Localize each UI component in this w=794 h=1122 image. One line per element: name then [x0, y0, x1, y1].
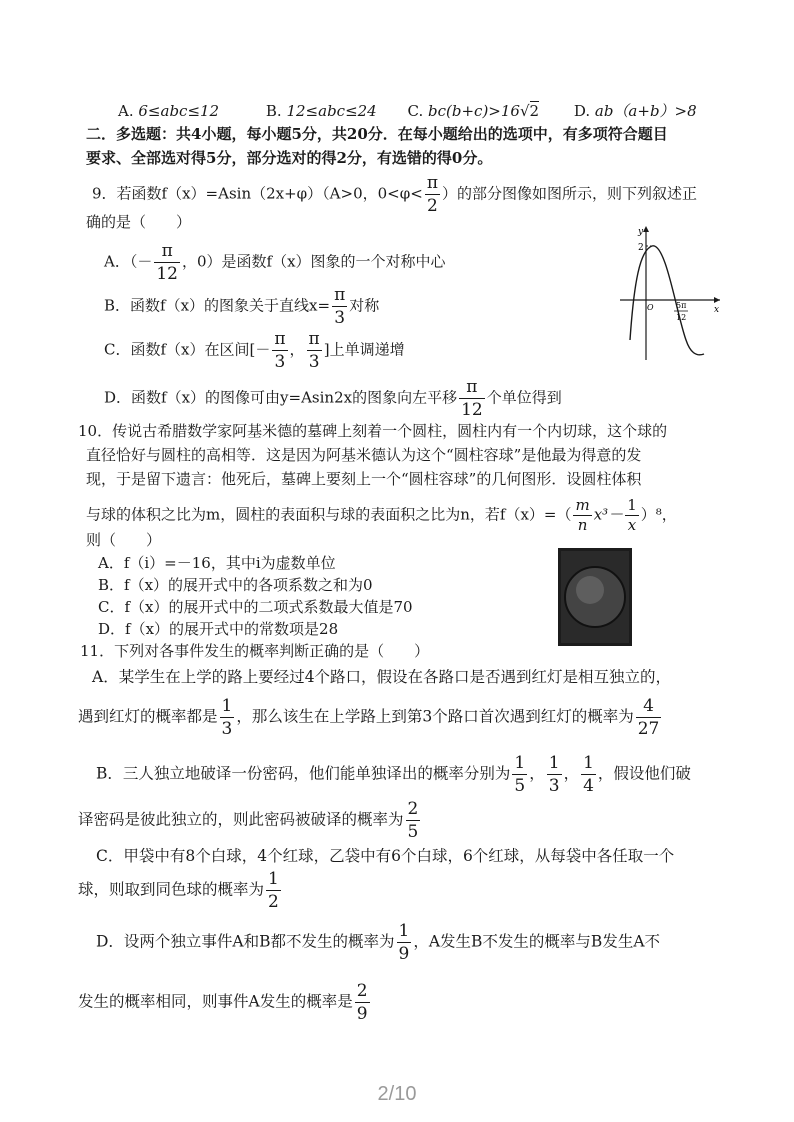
q10-line2: 直径恰好与圆柱的高相等．这是因为阿基米德认为这个“圆柱容球”是他最为得意的发	[86, 446, 642, 464]
q8-options	[118, 101, 697, 121]
q11-option-b-line1: B．三人独立地破译一份密码，他们能单独译出的概率分别为 $\frac{1}{5}$ ， $\frac{1}{3}$ ， $\frac{1}{4}$ ，假设他们破	[96, 753, 691, 796]
sine-graph-figure	[616, 222, 724, 362]
q8-option-d: D. ab（a+b）>8	[573, 102, 697, 120]
q10-then: 则（ ）	[86, 531, 162, 549]
q10-line1: 10．传说古希腊数学家阿基米德的墓碑上刻着一个圆柱，圆柱内有一个内切球，这个球的	[78, 422, 668, 440]
q11-option-c-line1: C．甲袋中有8个白球，4个红球，乙袋中有6个白球，6个红球，从每袋中各任取一个	[96, 847, 675, 865]
graph-x-label: x	[714, 305, 720, 315]
section-heading-line1: 二．多选题：共4小题，每小题5分，共20分．在每小题给出的选项中，有多项符合题目	[86, 125, 668, 143]
graph-amp-label: 2	[638, 243, 644, 253]
q10-option-b: B．f（x）的展开式中的各项系数之和为0	[98, 576, 373, 594]
q8-option-a: A. 6≤abc≤12	[118, 102, 220, 120]
section-heading-line2: 要求、全部选对得5分，部分选对的得2分，有选错的得0分。	[86, 149, 493, 167]
q10-option-c: C．f（x）的展开式中的二项式系数最大值是70	[98, 598, 413, 616]
q10-option-a: A．f（i）=－16，其中i为虚数单位	[98, 554, 336, 572]
sphere-in-cylinder-figure	[558, 548, 632, 646]
q9-option-a: A．（－ $\frac{\pi}{12}$ ，0）是函数f（x）图象的一个对称中心	[104, 241, 446, 284]
q11-option-d-line2: 发生的概率相同，则事件A发生的概率是 $\frac{2}{9}$	[78, 981, 368, 1024]
q9-stem: 9．若函数f（x）=Asin（2x+φ）（A>0，0<φ< $\frac{\pi}{2}$ ）的部分图像如图所示，则下列叙述正	[92, 173, 698, 216]
graph-x-arrow	[714, 297, 720, 303]
q11-option-d-line1: D．设两个独立事件A和B都不发生的概率为 $\frac{1}{9}$ ，A发生B不发生的概率与B发生A不	[96, 921, 661, 964]
q9-option-b: B．函数f（x）的图象关于直线x= $\frac{\pi}{3}$ 对称	[104, 285, 380, 328]
q11-stem: 11．下列对各事件发生的概率判断正确的是（ ）	[80, 642, 430, 660]
q10-option-d: D．f（x）的展开式中的常数项是28	[98, 620, 339, 638]
graph-y-label: y	[638, 227, 644, 237]
q10-line4: 与球的体积之比为m，圆柱的表面积与球的表面积之比为n，若f（x）=（ $\frac{m}{n}$ x³－ $\frac{1}{x}$ ）⁸，	[86, 496, 677, 534]
q8-option-b: B. 12≤abc≤24	[265, 102, 377, 120]
page-number: 2/10	[377, 1083, 417, 1105]
q11-option-c-line2: 球，则取到同色球的概率为 $\frac{1}{2}$	[78, 869, 279, 912]
graph-tick-den: 12	[676, 313, 687, 322]
graph-y-arrow	[643, 226, 649, 232]
graph-tick-num: 5π	[676, 301, 687, 310]
q8-option-c: C. bc(b+c)>16√2	[407, 102, 540, 120]
graph-origin-label: O	[647, 303, 654, 312]
q11-option-a-line1: A．某学生在上学的路上要经过4个路口，假设在各路口是否遇到红灯是相互独立的，	[92, 668, 672, 686]
q9-stem-line2: 确的是（ ）	[86, 213, 192, 231]
q10-line3: 现，于是留下遗言：他死后，墓碑上要刻上一个“圆柱容球”的几何图形．设圆柱体积	[86, 470, 642, 488]
q11-option-b-line2: 译密码是彼此独立的，则此密码被破译的概率为 $\frac{2}{5}$	[78, 799, 419, 842]
q9-option-c: C．函数f（x）在区间[－ $\frac{\pi}{3}$ ， $\frac{\pi}{3}$ ]上单调递增	[104, 329, 405, 372]
q9-option-d: D．函数f（x）的图像可由y=Asin2x的图象向左平移 $\frac{\pi}{12}$ 个单位得到	[104, 377, 562, 420]
q11-option-a-line2: 遇到红灯的概率都是 $\frac{1}{3}$ ，那么该生在上学路上到第3个路口首次遇到红灯的概率为 $\frac{4}{27}$	[78, 696, 660, 739]
